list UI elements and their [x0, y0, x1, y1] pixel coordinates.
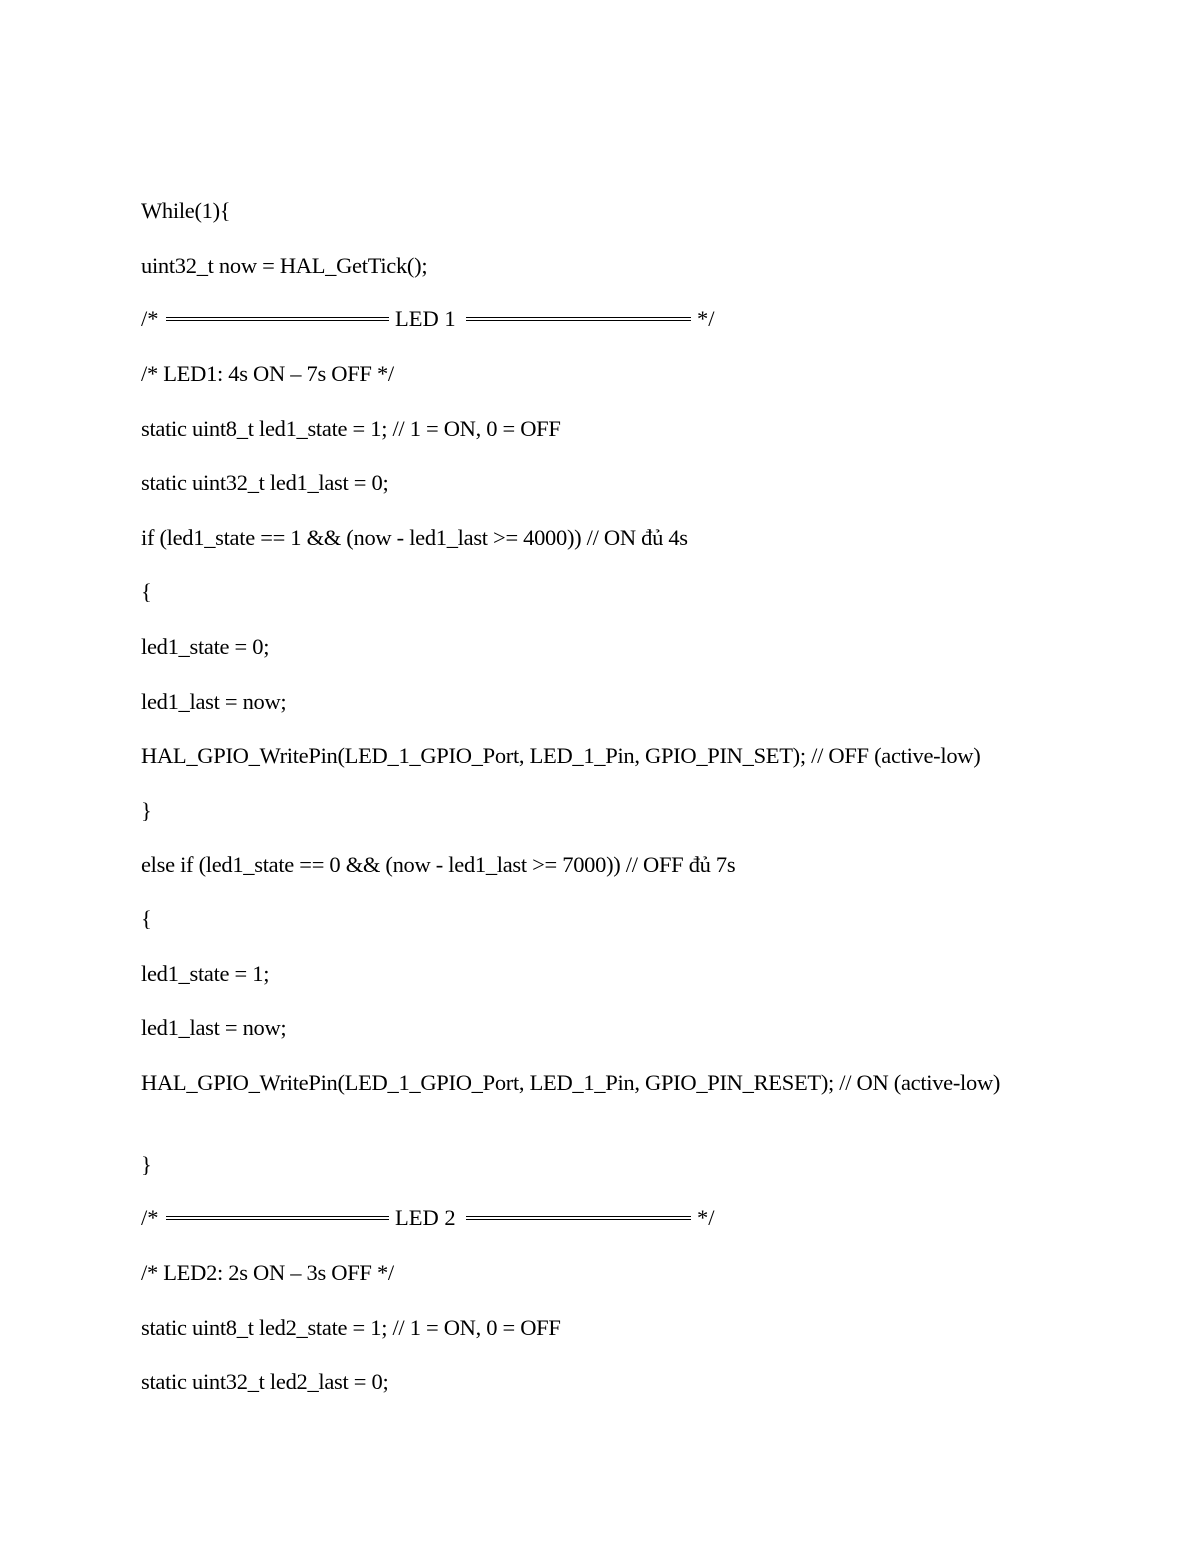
section-divider-led2	[141, 1205, 721, 1231]
code-line-led2-last-decl: static uint32_t led2_last = 0;	[141, 1369, 389, 1394]
code-line-led1-write-reset: HAL_GPIO_WritePin(LED_1_GPIO_Port, LED_1_Pin, GPIO_PIN_RESET); // ON (active-low)	[141, 1070, 1001, 1095]
code-line-led1-else-if: else if (led1_state == 0 && (now - led1_last >= 7000)) // OFF đủ 7s	[141, 852, 736, 877]
code-line-led1-state-decl: static uint8_t led1_state = 1; // 1 = ON, 0 = OFF	[141, 416, 561, 441]
code-line-led1-if: if (led1_state == 1 && (now - led1_last >= 4000)) // ON đủ 4s	[141, 525, 688, 550]
code-line-led1-last-decl: static uint32_t led1_last = 0;	[141, 470, 389, 495]
code-line-close-brace: }	[141, 798, 152, 823]
code-line-led1-state-on: led1_state = 1;	[141, 961, 270, 986]
comment-close: */	[697, 306, 715, 331]
code-line-while: While(1){	[141, 198, 231, 223]
comment-close: */	[697, 1205, 715, 1230]
code-line-led2-state-decl: static uint8_t led2_state = 1; // 1 = ON, 0 = OFF	[141, 1315, 561, 1340]
code-line-open-brace: {	[141, 579, 152, 604]
double-rule	[166, 1216, 389, 1220]
code-line-led1-state-off: led1_state = 0;	[141, 634, 270, 659]
code-line-led2-comment: /* LED2: 2s ON – 3s OFF */	[141, 1260, 394, 1285]
comment-open: /*	[141, 1205, 159, 1230]
code-line-close-brace: }	[141, 1152, 152, 1177]
code-line-led1-comment: /* LED1: 4s ON – 7s OFF */	[141, 361, 394, 386]
code-line-led1-write-set: HAL_GPIO_WritePin(LED_1_GPIO_Port, LED_1_Pin, GPIO_PIN_SET); // OFF (active-low)	[141, 743, 981, 768]
section-label: LED 2	[395, 1205, 456, 1230]
code-line-led1-last-now: led1_last = now;	[141, 689, 287, 714]
double-rule	[466, 1216, 691, 1220]
double-rule	[166, 317, 389, 321]
code-line-open-brace: {	[141, 906, 152, 931]
comment-open: /*	[141, 306, 159, 331]
section-label: LED 1	[395, 306, 456, 331]
section-divider-led1	[141, 306, 721, 332]
code-line-led1-last-now: led1_last = now;	[141, 1015, 287, 1040]
code-line-now: uint32_t now = HAL_GetTick();	[141, 253, 428, 278]
double-rule	[466, 317, 691, 321]
